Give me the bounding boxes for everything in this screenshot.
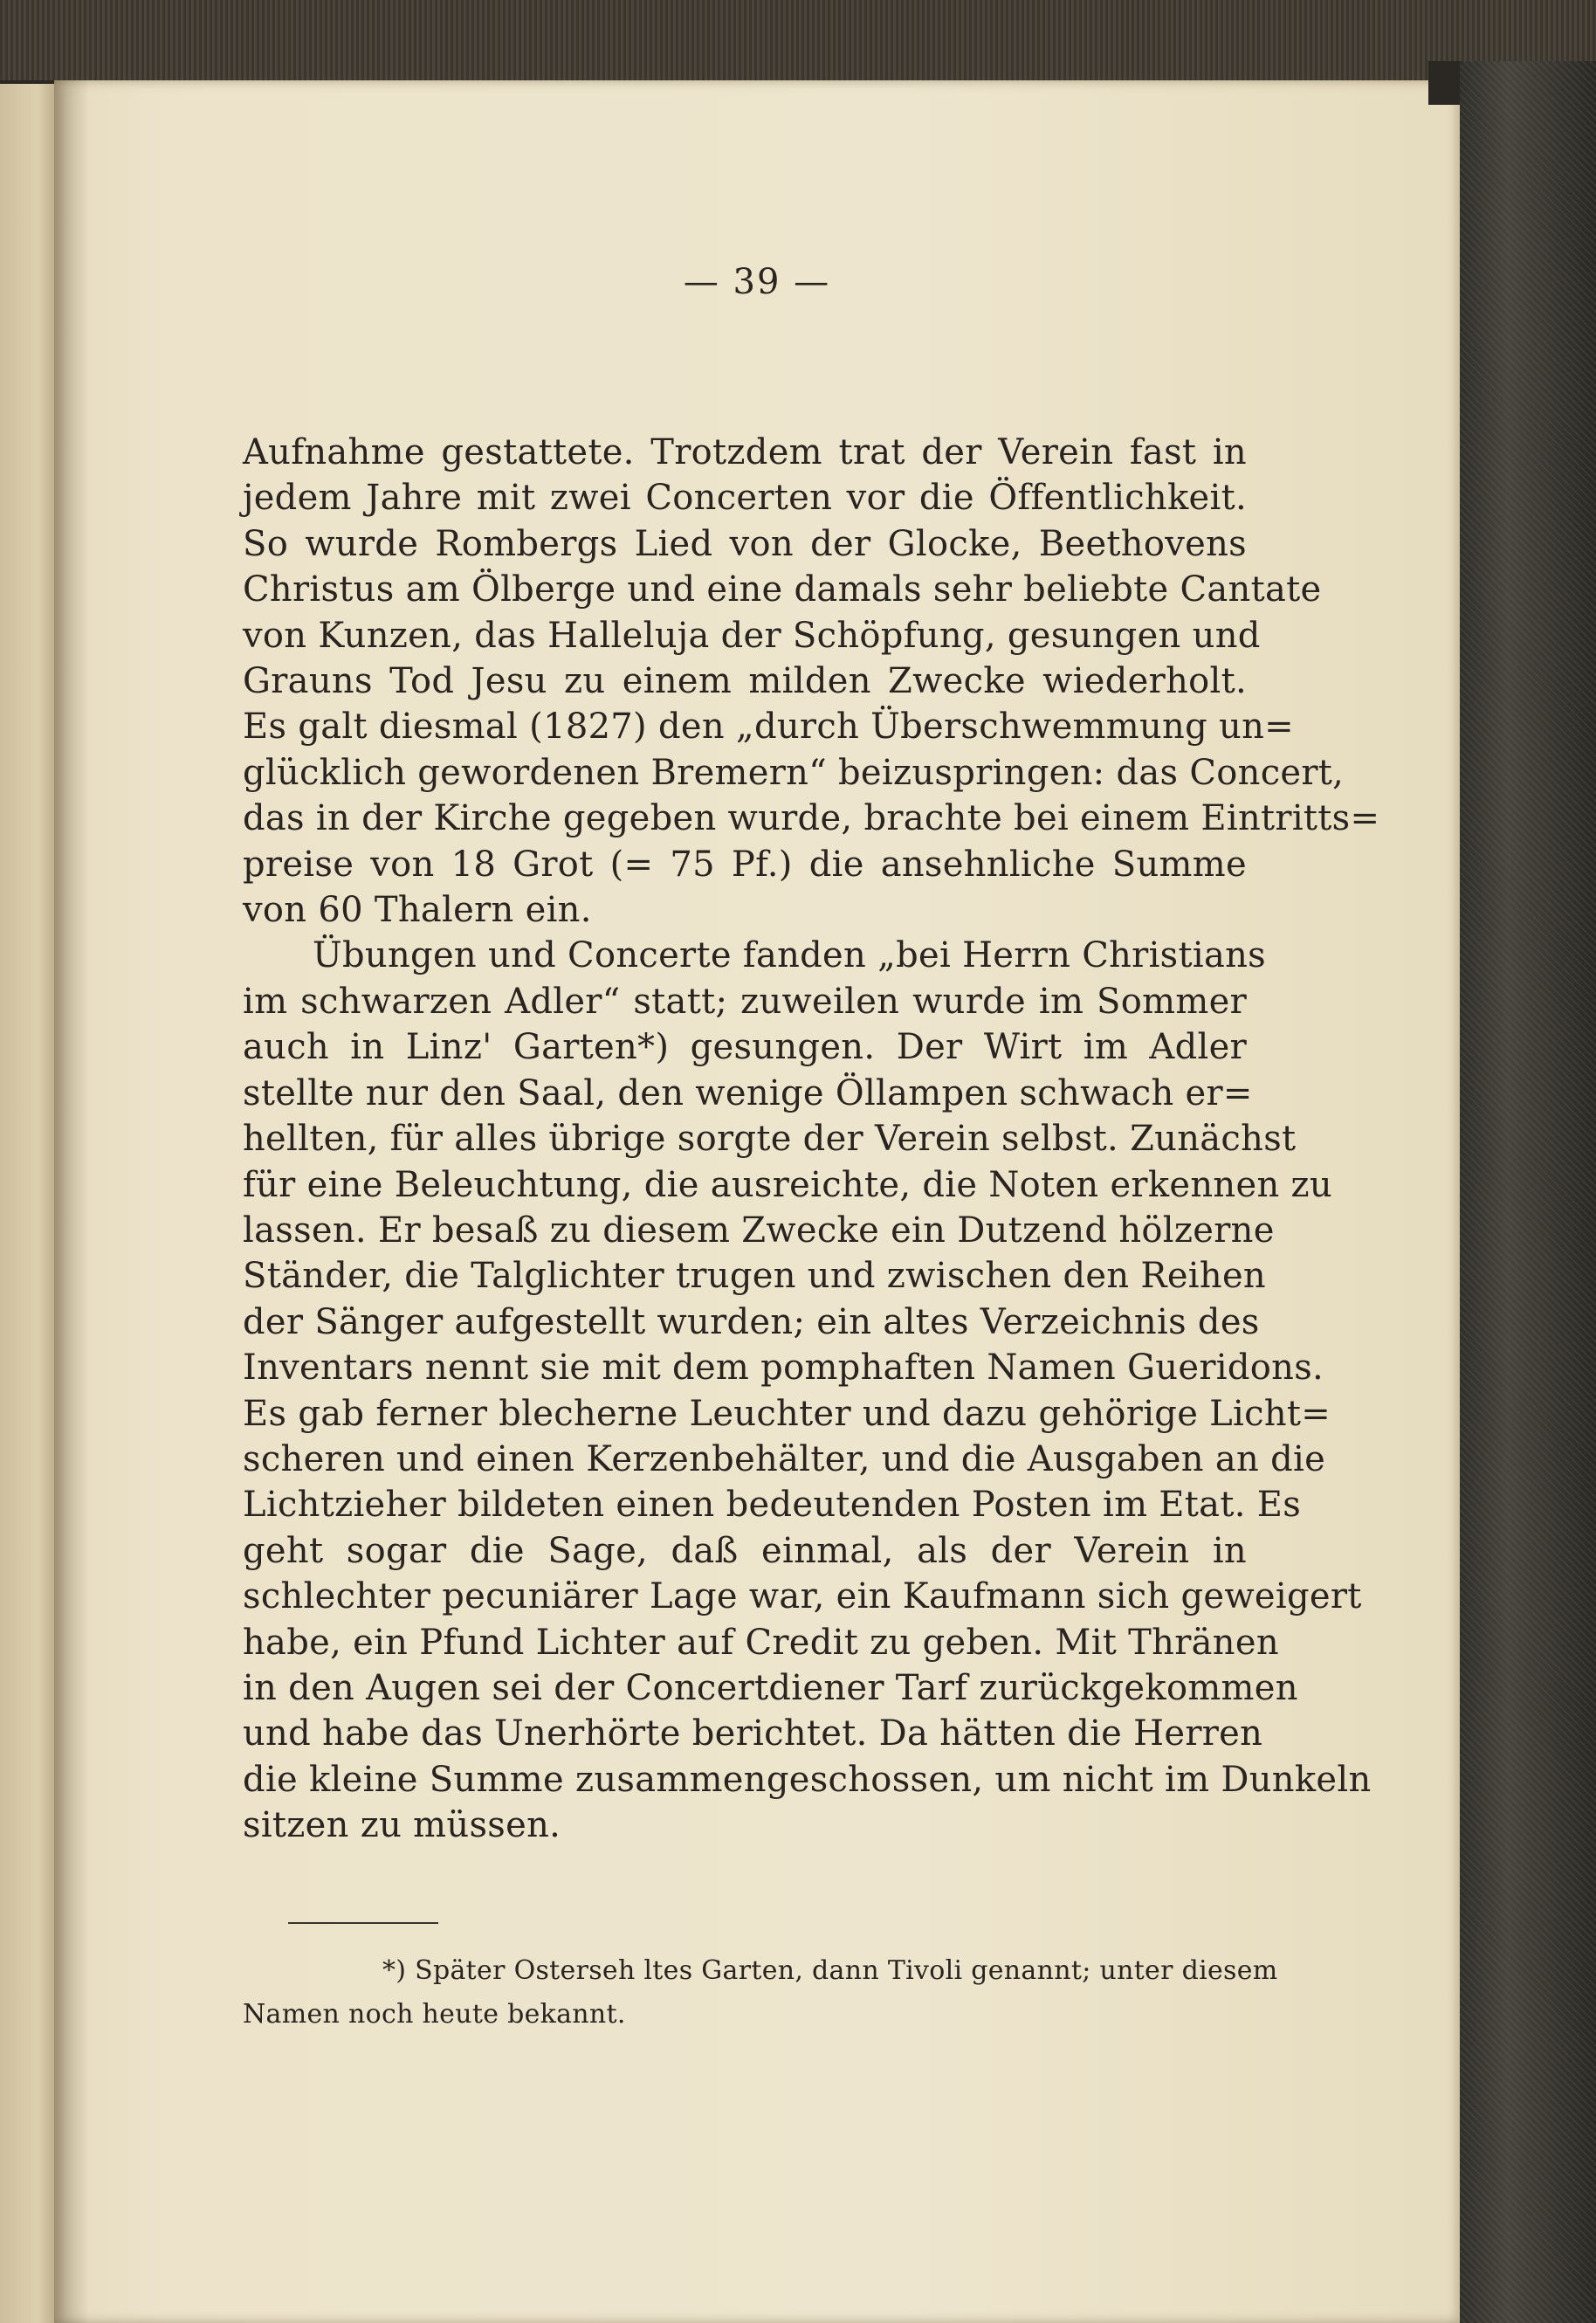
footnote-line: *) Später Osterseh ltes Garten, dann Tivoli genannt; unter diesem: [382, 1955, 1278, 1986]
text-line: Übungen und Concerte fanden „bei Herrn Christians: [313, 935, 1267, 976]
text-line: in den Augen sei der Concertdiener Tarf zurückgekommen: [243, 1667, 1298, 1708]
text-line: und habe das Unerhörte berichtet. Da hätten die Herren: [243, 1713, 1263, 1754]
book-page: [54, 80, 1460, 2323]
text-line: Es galt diesmal (1827) den „durch Überschwemmung un=: [243, 707, 1294, 748]
text-line: schlechter pecuniärer Lage war, ein Kaufmann sich geweigert: [243, 1576, 1362, 1617]
text-line: im schwarzen Adler“ statt; zuweilen wurde im Sommer: [243, 981, 1247, 1022]
text-line: sitzen zu müssen.: [243, 1805, 561, 1846]
text-line: preise von 18 Grot (= 75 Pf.) die ansehnliche Summe: [243, 844, 1247, 885]
text-line: jedem Jahre mit zwei Concerten vor die Öffentlichkeit.: [243, 478, 1247, 519]
gutter-shadow: [54, 80, 89, 2323]
footnote-divider: [288, 1922, 438, 1924]
text-line: glücklich gewordenen Bremern“ beizuspringen: das Concert,: [243, 752, 1345, 793]
facing-page-edge: [0, 84, 54, 2323]
text-line: stellte nur den Saal, den wenige Öllampen schwach er=: [243, 1072, 1253, 1113]
text-line: die kleine Summe zusammengeschossen, um nicht im Dunkeln: [243, 1759, 1372, 1800]
text-line: geht sogar die Sage, daß einmal, als der Verein in: [243, 1530, 1247, 1571]
text-line: Christus am Ölberge und eine damals sehr beliebte Cantate: [243, 569, 1322, 610]
text-line: lassen. Er besaß zu diesem Zwecke ein Dutzend hölzerne: [243, 1210, 1275, 1251]
text-line: das in der Kirche gegeben wurde, brachte bei einem Eintritts=: [243, 798, 1380, 839]
book-cover-edge: [1449, 61, 1596, 2323]
text-line: habe, ein Pfund Lichter auf Credit zu geben. Mit Thränen: [243, 1622, 1279, 1663]
page-number: — 39 —: [683, 262, 831, 302]
text-line: von 60 Thalern ein.: [243, 890, 592, 931]
footnote-line: Namen noch heute bekannt.: [243, 1999, 626, 2030]
text-line: Ständer, die Talglichter trugen und zwischen den Reihen: [243, 1256, 1266, 1297]
book-binding-top: [0, 0, 1596, 80]
text-line: von Kunzen, das Halleluja der Schöpfung, gesungen und: [243, 615, 1261, 656]
text-line: Grauns Tod Jesu zu einem milden Zwecke wiederholt.: [243, 661, 1247, 702]
body-text: [243, 430, 1380, 1849]
cover-corner: [1428, 61, 1460, 105]
footnote: [243, 1949, 1278, 2037]
text-line: Es gab ferner blecherne Leuchter und dazu gehörige Licht=: [243, 1393, 1331, 1434]
text-line: So wurde Rombergs Lied von der Glocke, Beethovens: [243, 523, 1247, 564]
text-line: der Sänger aufgestellt wurden; ein altes Verzeichnis des: [243, 1301, 1260, 1342]
text-line: Lichtzieher bildeten einen bedeutenden Posten im Etat. Es: [243, 1485, 1302, 1526]
text-line: Aufnahme gestattete. Trotzdem trat der Verein fast in: [243, 432, 1247, 472]
text-line: Inventars nennt sie mit dem pomphaften Namen Gueridons.: [243, 1348, 1324, 1389]
text-line: auch in Linz' Garten*) gesungen. Der Wirt im Adler: [243, 1027, 1247, 1068]
text-line: scheren und einen Kerzenbehälter, und die Ausgaben an die: [243, 1438, 1326, 1479]
text-line: für eine Beleuchtung, die ausreichte, die Noten erkennen zu: [243, 1164, 1332, 1205]
text-line: hellten, für alles übrige sorgte der Verein selbst. Zunächst: [243, 1119, 1297, 1160]
